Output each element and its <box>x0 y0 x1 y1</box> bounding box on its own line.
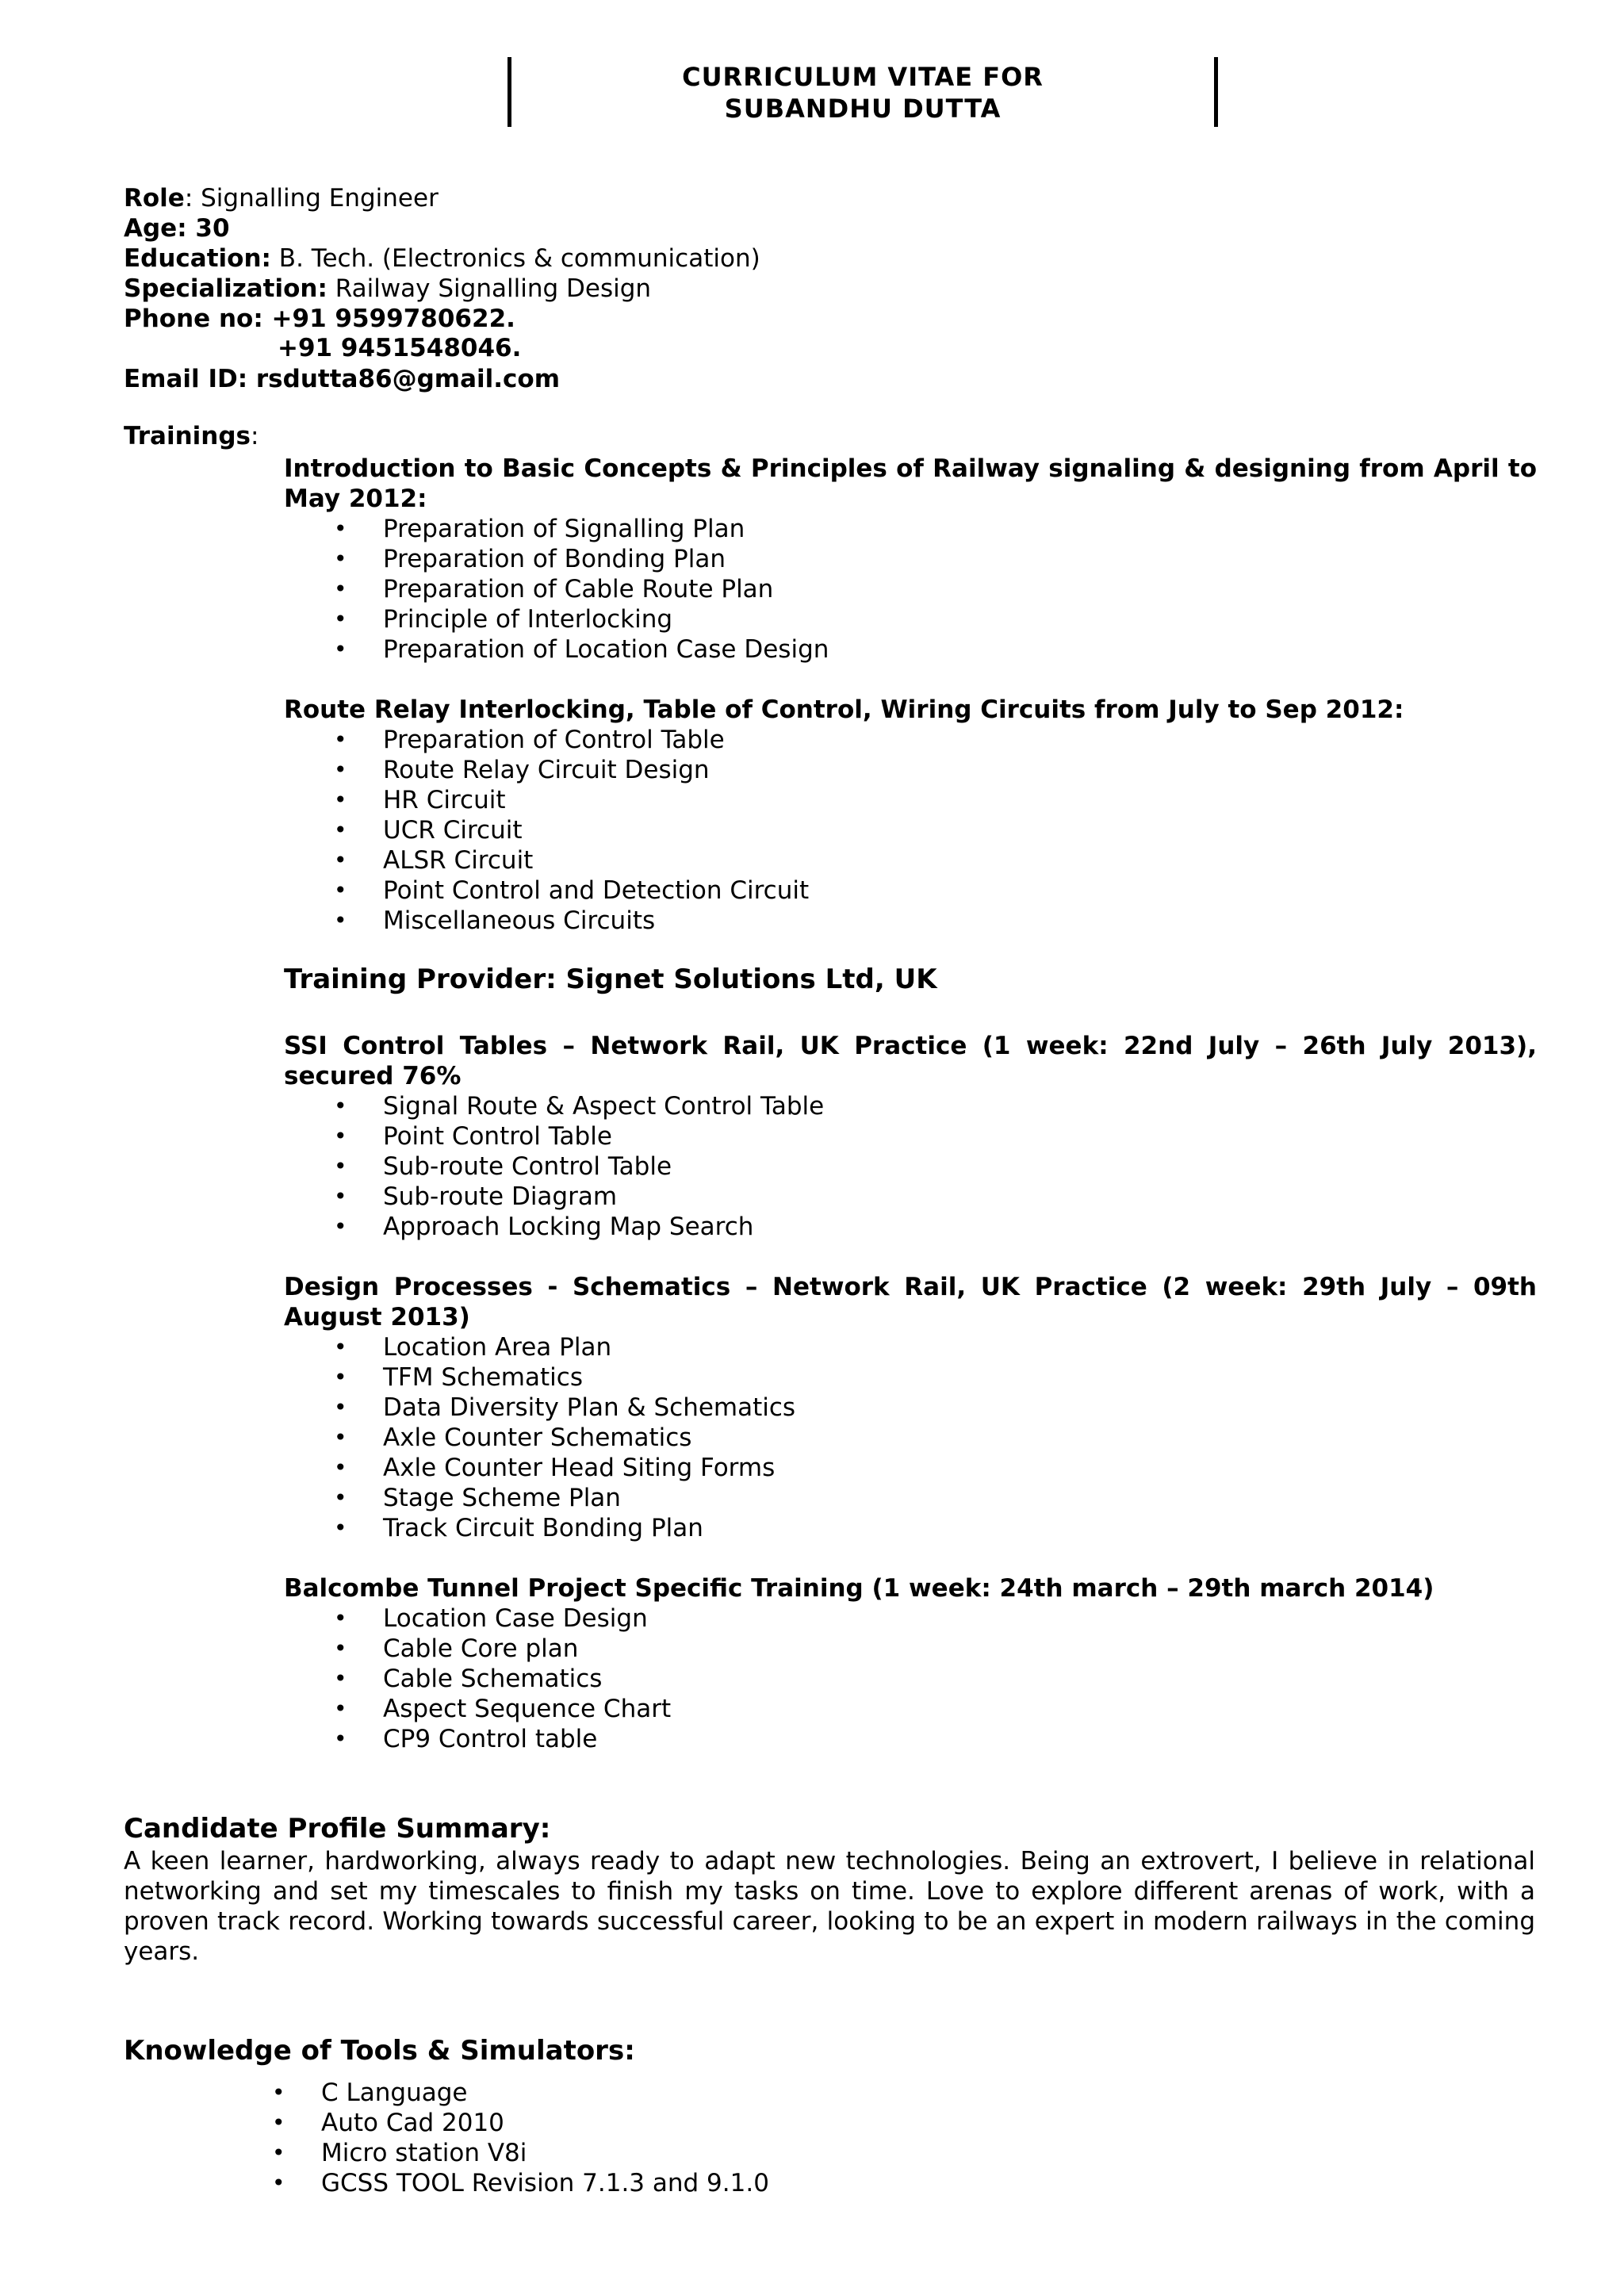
list-item: • Aspect Sequence Chart <box>284 1694 1537 1724</box>
list-item: • Sub-route Diagram <box>284 1182 1537 1212</box>
cv-title-box <box>508 57 1218 127</box>
list-item: • Miscellaneous Circuits <box>284 906 1537 936</box>
list-item: • Route Relay Circuit Design <box>284 755 1537 785</box>
specialization-field: Specialization: Railway Signalling Design <box>124 274 652 303</box>
training-heading: Design Processes - Schematics – Network Rail, UK Practice (2 week: 29th July – 09th August 2013) <box>284 1273 1537 1331</box>
list-item: • Preparation of Signalling Plan <box>284 514 1537 544</box>
trainings-label: Trainings: <box>124 422 259 450</box>
training-provider: Training Provider: Signet Solutions Ltd, UK <box>284 964 937 995</box>
list-item: • Location Case Design <box>284 1603 1537 1634</box>
list-item: • Stage Scheme Plan <box>284 1483 1537 1513</box>
list-item: • Cable Schematics <box>284 1664 1537 1694</box>
education-field: Education: B. Tech. (Electronics & communication) <box>124 244 760 273</box>
training-list <box>284 514 1537 665</box>
cv-title-line-1: CURRICULUM VITAE FOR <box>682 62 1044 92</box>
cv-title-line-2: SUBANDHU DUTTA <box>724 94 1002 124</box>
list-item: • CP9 Control table <box>284 1724 1537 1754</box>
list-item: • Axle Counter Head Siting Forms <box>284 1453 1537 1483</box>
list-item: • Preparation of Location Case Design <box>284 634 1537 665</box>
list-item: • Axle Counter Schematics <box>284 1423 1537 1453</box>
provider-block-2 <box>284 1272 1537 1543</box>
provider-block-3 <box>284 1573 1537 1754</box>
training-heading: SSI Control Tables – Network Rail, UK Practice (1 week: 22nd July – 26th July 2013), secured 76% <box>284 1032 1537 1090</box>
training-list <box>284 725 1537 936</box>
email-field: Email ID: rsdutta86@gmail.com <box>124 365 561 393</box>
provider-block-1 <box>284 1031 1537 1242</box>
training-heading: Balcombe Tunnel Project Specific Training (1 week: 24th march – 29th march 2014) <box>284 1574 1434 1603</box>
phone-field-2: +91 9451548046. <box>278 334 522 362</box>
tools-title: Knowledge of Tools & Simulators: <box>124 2035 635 2067</box>
list-item: • Auto Cad 2010 <box>222 2108 769 2138</box>
list-item: • Preparation of Control Table <box>284 725 1537 755</box>
list-item: • Sub-route Control Table <box>284 1151 1537 1182</box>
list-item: • HR Circuit <box>284 785 1537 815</box>
training-list <box>284 1332 1537 1543</box>
training-block-2 <box>284 695 1537 936</box>
profile-summary-title: Candidate Profile Summary: <box>124 1813 551 1845</box>
list-item: • Signal Route & Aspect Control Table <box>284 1091 1537 1121</box>
list-item: • Location Area Plan <box>284 1332 1537 1362</box>
list-item: • Preparation of Cable Route Plan <box>284 574 1537 604</box>
list-item: • Preparation of Bonding Plan <box>284 544 1537 574</box>
phone-field: Phone no: +91 9599780622. <box>124 305 515 333</box>
list-item: • Micro station V8i <box>222 2138 769 2168</box>
list-item: • ALSR Circuit <box>284 845 1537 875</box>
profile-summary-text: A keen learner, hardworking, always ready to adapt new technologies. Being an extrovert, I believe in relational networking and set my timescales to finish my tasks on time. Love to explore different arenas of work, with a proven track record. Working towards successful career, looking to be an expert in modern railways in the coming years. <box>124 1847 1535 1966</box>
role-field: Role: Signalling Engineer <box>124 184 439 213</box>
training-list <box>284 1603 1537 1754</box>
list-item: • TFM Schematics <box>284 1362 1537 1393</box>
training-block-1 <box>284 454 1537 665</box>
list-item: • Track Circuit Bonding Plan <box>284 1513 1537 1543</box>
list-item: • GCSS TOOL Revision 7.1.3 and 9.1.0 <box>222 2168 769 2198</box>
training-heading: Route Relay Interlocking, Table of Control, Wiring Circuits from July to Sep 2012: <box>284 695 1404 724</box>
list-item: • Point Control Table <box>284 1121 1537 1151</box>
list-item: • Approach Locking Map Search <box>284 1212 1537 1242</box>
list-item: • Data Diversity Plan & Schematics <box>284 1393 1537 1423</box>
list-item: • UCR Circuit <box>284 815 1537 845</box>
list-item: • Point Control and Detection Circuit <box>284 875 1537 906</box>
list-item: • Cable Core plan <box>284 1634 1537 1664</box>
tools-list <box>222 2078 769 2198</box>
training-list <box>284 1091 1537 1242</box>
list-item: • Principle of Interlocking <box>284 604 1537 634</box>
list-item: • C Language <box>222 2078 769 2108</box>
training-heading: Introduction to Basic Concepts & Principles of Railway signaling & designing from April to May 2012: <box>284 454 1537 513</box>
age-field: Age: 30 <box>124 214 230 243</box>
